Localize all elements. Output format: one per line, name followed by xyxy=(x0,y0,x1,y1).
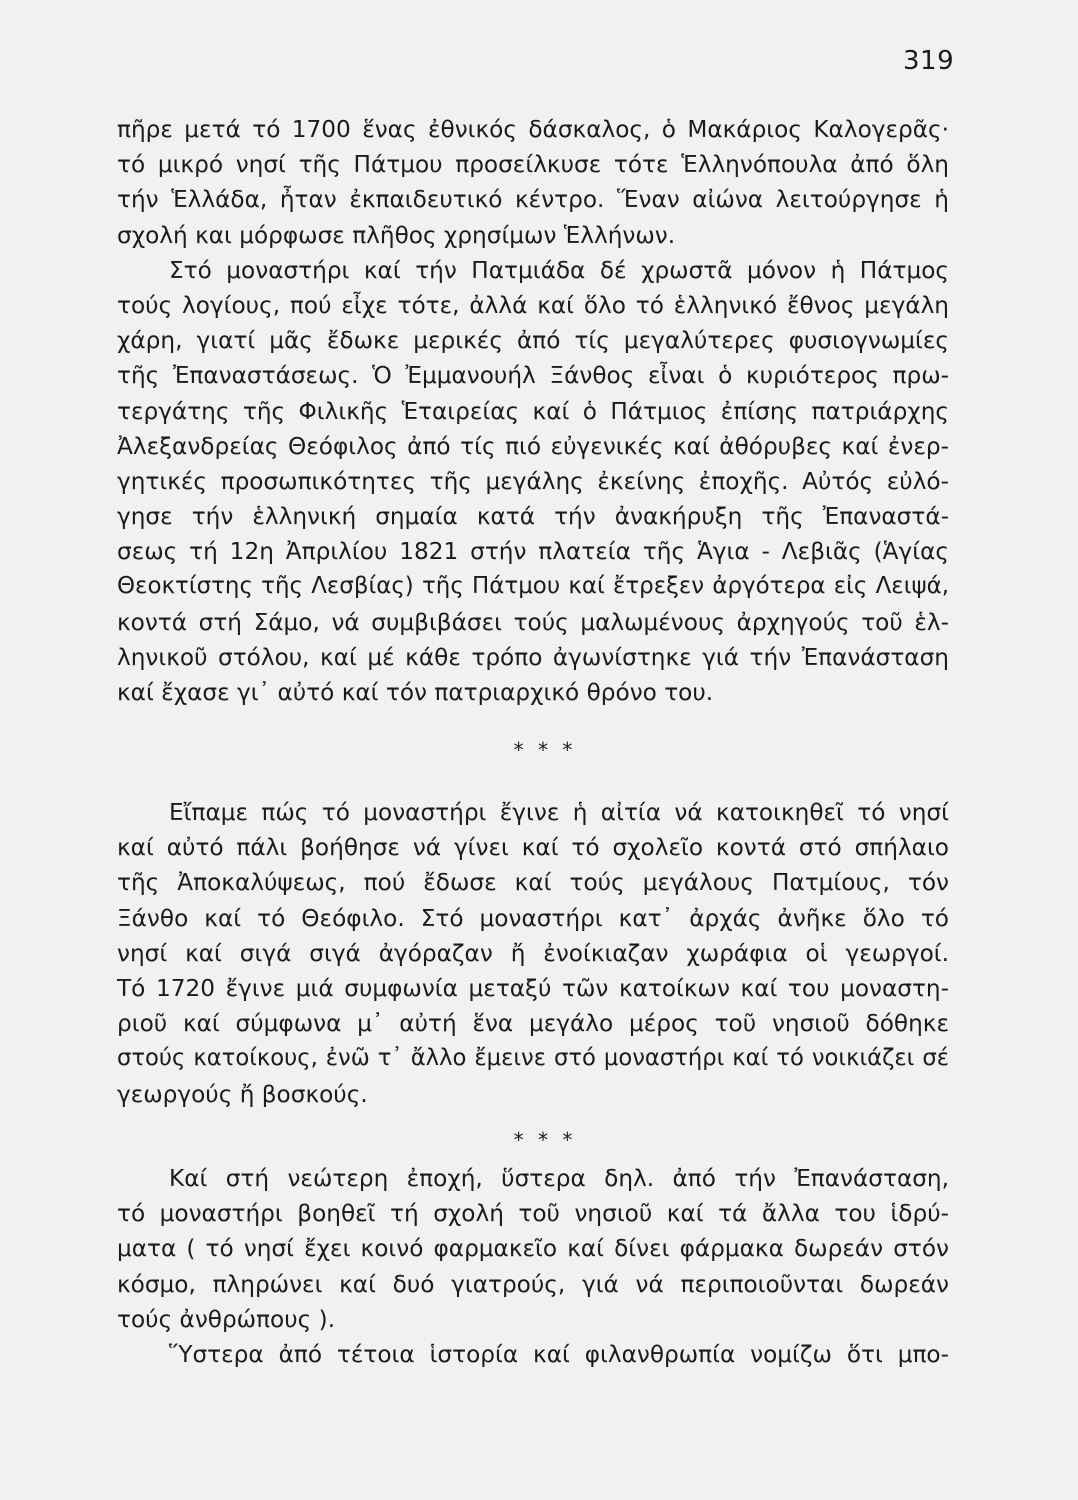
text-line: Τό 1720 ἔγινε μιά συμφωνία μεταξύ τῶν κατοίκων καί του μοναστη- xyxy=(117,974,949,1002)
text-line: στούς κατοίκους, ἐνῶ τ᾽ ἄλλο ἔμεινε στό μοναστήρι καί τό νοικιάζει σέ xyxy=(117,1045,949,1072)
text-line: πῆρε μετά τό 1700 ἕνας ἐθνικός δάσκαλος, ὁ Μακάριος Καλογερᾶς· xyxy=(117,116,949,143)
text-line: Ξάνθο καί τό Θεόφιλο. Στό μοναστήρι κατ᾽ ἀρχάς ἀνῆκε ὅλο τό xyxy=(117,904,949,932)
text-line: Ἀλεξανδρείας Θεόφιλος ἀπό τίς πιό εὐγενικές καί ἀθόρυβες καί ἐνερ- xyxy=(117,432,949,460)
paragraph-block-1 xyxy=(117,112,949,710)
text-line: Θεοκτίστης τῆς Λεσβίας) τῆς Πάτμου καί ἔτρεξεν ἀργότερα εἰς Λειψά, xyxy=(117,573,949,600)
text-line: τούς λογίους, πού εἶχε τότε, ἀλλά καί ὅλο τό ἑλληνικό ἔθνος μεγάλη xyxy=(117,291,949,319)
section-separator: * * * xyxy=(513,1128,577,1152)
text-line: γητικές προσωπικότητες τῆς μεγάλης ἐκείνης ἐποχῆς. Αὐτός εὐλό- xyxy=(117,467,949,495)
text-line: νησί καί σιγά σιγά ἀγόραζαν ἤ ἐνοίκιαζαν χωράφια οἱ γεωργοί. xyxy=(117,939,949,967)
text-line: τό μοναστήρι βοηθεῖ τή σχολή τοῦ νησιοῦ καί τά ἄλλα του ἱδρύ- xyxy=(117,1200,949,1228)
text-line: κοντά στή Σάμο, νά συμβιβάσει τούς μαλωμένους ἀρχηγούς τοῦ ἑλ- xyxy=(117,608,949,636)
text-line: καί ἔχασε γι᾽ αὐτό καί τόν πατριαρχικό θρόνο του. xyxy=(117,679,714,706)
text-line: Στό μοναστήρι καί τήν Πατμιάδα δέ χρωστᾶ μόνον ἡ Πάτμος xyxy=(169,256,949,284)
text-line: Ὕστερα ἀπό τέτοια ἱστορία καί φιλανθρωπία νομίζω ὅτι μπο- xyxy=(169,1340,949,1368)
text-line: τό μικρό νησί τῆς Πάτμου προσείλκυσε τότε Ἑλληνόπουλα ἀπό ὅλη xyxy=(117,151,949,179)
text-line: τούς ἀνθρώπους ). xyxy=(117,1305,336,1333)
text-line: τῆς Ἐπαναστάσεως. Ὁ Ἐμμανουήλ Ξάνθος εἶναι ὁ κυριότερος πρω- xyxy=(117,362,949,390)
text-line: Εἴπαμε πώς τό μοναστήρι ἔγινε ἡ αἰτία νά κατοικηθεῖ τό νησί xyxy=(169,799,949,826)
text-line: ληνικοῦ στόλου, καί μέ κάθε τρόπο ἀγωνίστηκε γιά τήν Ἐπανάσταση xyxy=(117,643,949,671)
text-line: γεωργούς ἤ βοσκούς. xyxy=(117,1080,368,1108)
paragraph-block-3 xyxy=(117,1161,949,1372)
section-separator: * * * xyxy=(513,738,577,762)
text-line: κόσμο, πληρώνει καί δυό γιατρούς, γιά νά περιποιοῦνται δωρεάν xyxy=(117,1270,949,1298)
text-line: τῆς Ἀποκαλύψεως, πού ἔδωσε καί τούς μεγάλους Πατμίους, τόν xyxy=(117,869,949,897)
paragraph-block-2 xyxy=(117,795,949,1112)
page-number: 319 xyxy=(903,46,955,76)
text-line: χάρη, γιατί μᾶς ἔδωκε μερικές ἀπό τίς μεγαλύτερες φυσιογνωμίες xyxy=(117,327,949,355)
text-line: καί αὐτό πάλι βοήθησε νά γίνει καί τό σχολεῖο κοντά στό σπήλαιο xyxy=(117,834,949,862)
text-line: ματα ( τό νησί ἔχει κοινό φαρμακεῖο καί δίνει φάρμακα δωρεάν στόν xyxy=(117,1235,949,1263)
text-line: Καί στή νεώτερη ἐποχή, ὕστερα δηλ. ἀπό τήν Ἐπανάσταση, xyxy=(169,1165,949,1192)
text-line: γησε τήν ἑλληνική σημαία κατά τήν ἀνακήρυξη τῆς Ἐπαναστά- xyxy=(117,503,949,531)
text-line: σχολή και μόρφωσε πλῆθος χρησίμων Ἑλλήνων. xyxy=(117,221,676,249)
text-line: σεως τή 12η Ἀπριλίου 1821 στήν πλατεία τῆς Ἁγια - Λεβιᾶς (Ἁγίας xyxy=(117,538,949,566)
text-line: τεργάτης τῆς Φιλικῆς Ἑταιρείας καί ὁ Πάτμιος ἐπίσης πατριάρχης xyxy=(117,397,949,425)
text-line: τήν Ἑλλάδα, ἦταν ἐκπαιδευτικό κέντρο. Ἕναν αἰώνα λειτούργησε ἡ xyxy=(117,186,949,214)
text-line: ριοῦ καί σύμφωνα μ᾽ αὐτή ἕνα μεγάλο μέρος τοῦ νησιοῦ δόθηκε xyxy=(117,1010,949,1038)
